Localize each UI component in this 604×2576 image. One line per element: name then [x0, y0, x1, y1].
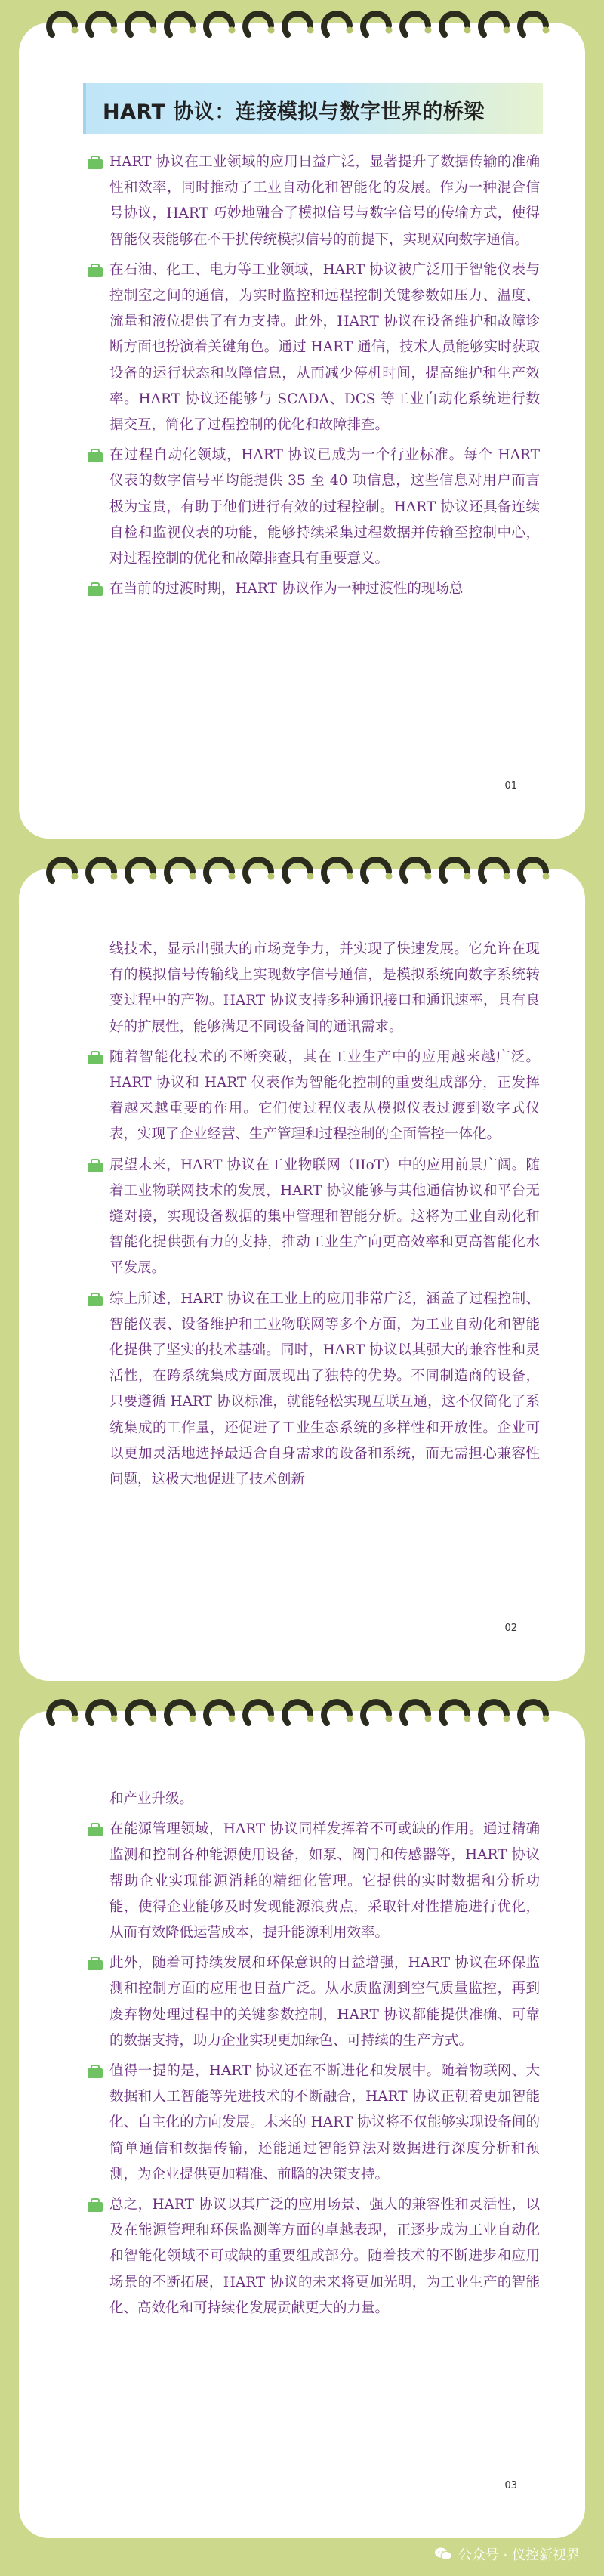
watermark-text: 公众号 · 仪控新视界 — [458, 2547, 580, 2563]
green-bag-bullet-icon — [87, 1051, 103, 1064]
content-page-2 — [109, 937, 540, 1497]
paragraph: 在石油、化工、电力等工业领域，HART 协议被广泛用于智能仪表与控制室之间的通信，为实时监控和远程控制关键参数如压力、温度、流量和液位提供了有力支持。此外，HART 协议在设备维护和故障诊断方面也扮演着关键角色。通过 HART 通信，技术人员能够实时获取设备的运行状态和故障信息，从而减少停机时间，提高维护和生产效率。HART 协议还能够与 SCADA、DCS 等工业自动化系统进行数据交互，简化了过程控制的优化和故障排查。 — [109, 258, 540, 438]
green-bag-bullet-icon — [87, 264, 103, 277]
paragraph: 值得一提的是，HART 协议还在不断进化和发展中。随着物联网、大数据和人工智能等先进技术的不断融合，HART 协议正朝着更加智能化、自主化的方向发展。未来的 HART 协议将不仅能够实现设备间的简单通信和数据传输，还能通过智能算法对数据进行深度分析和预测，为企业提供更加精准、前瞻的决策支持。 — [109, 2059, 540, 2188]
paragraph: 在过程自动化领域，HART 协议已成为一个行业标准。每个 HART 仪表的数字信号平均能提供 35 至 40 项信息，这些信息对用户而言极为宝贵，有助于他们进行有效的过程控制。HART 协议还具备连续自检和监视仪表的功能，能够持续采集过程数据并传输至控制中心，对过程控制的优化和故障排查具有重要意义。 — [109, 443, 540, 572]
paragraph: 综上所述，HART 协议在工业上的应用非常广泛，涵盖了过程控制、智能仪表、设备维护和工业物联网等多个方面，为工业自动化和智能化提供了坚实的技术基础。同时，HART 协议以其强大的兼容性和灵活性，在跨系统集成方面展现出了独特的优势。不同制造商的设备，只要遵循 HART 协议标准，就能轻松实现互联互通，这不仅简化了系统集成的工作量，还促进了工业生态系统的多样性和开放性。企业可以更加灵活地选择最适合自身需求的设备和系统，而无需担心兼容性问题，这极大地促进了技术创新 — [109, 1286, 540, 1493]
page-number: 03 — [504, 2480, 517, 2491]
binder-ring-icon — [46, 1696, 559, 1741]
green-bag-bullet-icon — [87, 2198, 103, 2212]
paragraph: 总之，HART 协议以其广泛的应用场景、强大的兼容性和灵活性，以及在能源管理和环保监测等方面的卓越表现，正逐步成为工业自动化和智能化领域不可或缺的重要组成部分。随着技术的不断进步和应用场景的不断拓展，HART 协议的未来将更加光明，为工业生产的智能化、高效化和可持续化发展贡献更大的力量。 — [109, 2192, 540, 2321]
page-card-3 — [19, 1711, 585, 2538]
green-bag-bullet-icon — [87, 582, 103, 596]
paragraph-continuation: 线技术，显示出强大的市场竞争力，并实现了快速发展。它允许在现有的模拟信号传输线上实现数字信号通信，是模拟系统向数字系统转变过程中的产物。HART 协议支持多种通讯接口和通讯速率，具有良好的扩展性，能够满足不同设备间的通讯需求。 — [109, 941, 540, 1035]
page-card-2 — [19, 869, 585, 1681]
page-card-1 — [19, 23, 585, 839]
green-bag-bullet-icon — [87, 449, 103, 462]
page-title: HART 协议：连接模拟与数字世界的桥梁 — [103, 100, 485, 124]
paragraph: 随着智能化技术的不断突破，其在工业生产中的应用越来越广泛。HART 协议和 HART 仪表作为智能化控制的重要组成部分，正发挥着越来越重要的作用。它们使过程仪表从模拟仪表过渡到数字式仪表，实现了企业经营、生产管理和过程控制的全面管控一体化。 — [109, 1045, 540, 1148]
content-page-3 — [109, 1787, 540, 2326]
paragraph: 在当前的过渡时期，HART 协议作为一种过渡性的现场总 — [109, 576, 540, 602]
title-banner — [83, 83, 543, 134]
green-bag-bullet-icon — [87, 156, 103, 169]
green-bag-bullet-icon — [87, 1957, 103, 1970]
paragraph: 展望未来，HART 协议在工业物联网（IIoT）中的应用前景广阔。随着工业物联网技术的发展，HART 协议能够与其他通信协议和平台无缝对接，实现设备数据的集中管理和智能分析。这将为工业自动化和智能化提供强有力的支持，推动工业生产向更高效率和更高智能化水平发展。 — [109, 1153, 540, 1282]
green-bag-bullet-icon — [87, 2065, 103, 2078]
paragraph: 在能源管理领域，HART 协议同样发挥着不可或缺的作用。通过精确监测和控制各种能源使用设备，如泵、阀门和传感器等，HART 协议帮助企业实现能源消耗的精细化管理。它提供的实时数据和分析功能，使得企业能够及时发现能源浪费点，采取针对性措施进行优化，从而有效降低运营成本，提升能源利用效率。 — [109, 1817, 540, 1946]
paragraph-continuation: 和产业升级。 — [109, 1791, 194, 1807]
green-bag-bullet-icon — [87, 1823, 103, 1836]
content-page-1 — [109, 150, 540, 607]
green-bag-bullet-icon — [87, 1159, 103, 1172]
green-bag-bullet-icon — [87, 1293, 103, 1306]
watermark — [434, 2544, 580, 2564]
paragraph: 此外，随着可持续发展和环保意识的日益增强，HART 协议在环保监测和控制方面的应用也日益广泛。从水质监测到空气质量监控，再到废弃物处理过程中的关键参数控制，HART 协议都能提供准确、可靠的数据支持，助力企业实现更加绿色、可持续的生产方式。 — [109, 1951, 540, 2054]
page-number: 01 — [504, 780, 517, 792]
page-number: 02 — [504, 1623, 517, 1634]
wechat-icon — [434, 2547, 452, 2562]
binder-ring-icon — [46, 8, 559, 53]
binder-ring-icon — [46, 854, 559, 899]
paragraph: HART 协议在工业领域的应用日益广泛，显著提升了数据传输的准确性和效率，同时推动了工业自动化和智能化的发展。作为一种混合信号协议，HART 巧妙地融合了模拟信号与数字信号的传输方式，使得智能仪表能够在不干扰传统模拟信号的前提下，实现双向数字通信。 — [109, 150, 540, 253]
